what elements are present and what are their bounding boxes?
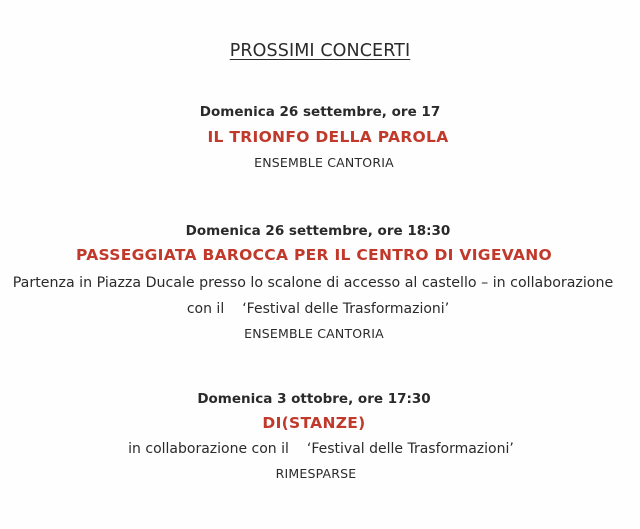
event-1-date: Domenica 26 settembre, ore 17	[199, 104, 441, 120]
event-1-performer: ENSEMBLE CANTORIA	[254, 155, 394, 170]
event-3-festival-name: ‘Festival delle Trasformazioni’	[306, 441, 514, 457]
event-1-title: IL TRIONFO DELLA PAROLA	[207, 128, 449, 146]
event-2-title: PASSEGGIATA BAROCCA PER IL CENTRO DI VIGEVANO	[75, 246, 552, 264]
event-2-date: Domenica 26 settembre, ore 18:30	[185, 223, 451, 239]
event-2-description-prefix: con il	[186, 301, 225, 317]
event-2-performer: ENSEMBLE CANTORIA	[244, 326, 384, 341]
page-heading: PROSSIMI CONCERTI	[229, 41, 411, 61]
event-2-description-line-2	[0, 301, 638, 317]
event-3-title: DI(STANZE)	[262, 414, 366, 432]
event-3-description	[1, 441, 640, 457]
event-3-description-prefix: in collaborazione con il	[128, 441, 289, 457]
event-2-festival-name: ‘Festival delle Trasformazioni’	[242, 301, 450, 317]
event-3-date: Domenica 3 ottobre, ore 17:30	[197, 391, 431, 407]
event-3-performer: RIMESPARSE	[275, 466, 357, 481]
event-2-description-line-1: Partenza in Piazza Ducale presso lo scalone di accesso al castello – in collaborazione	[12, 275, 614, 291]
